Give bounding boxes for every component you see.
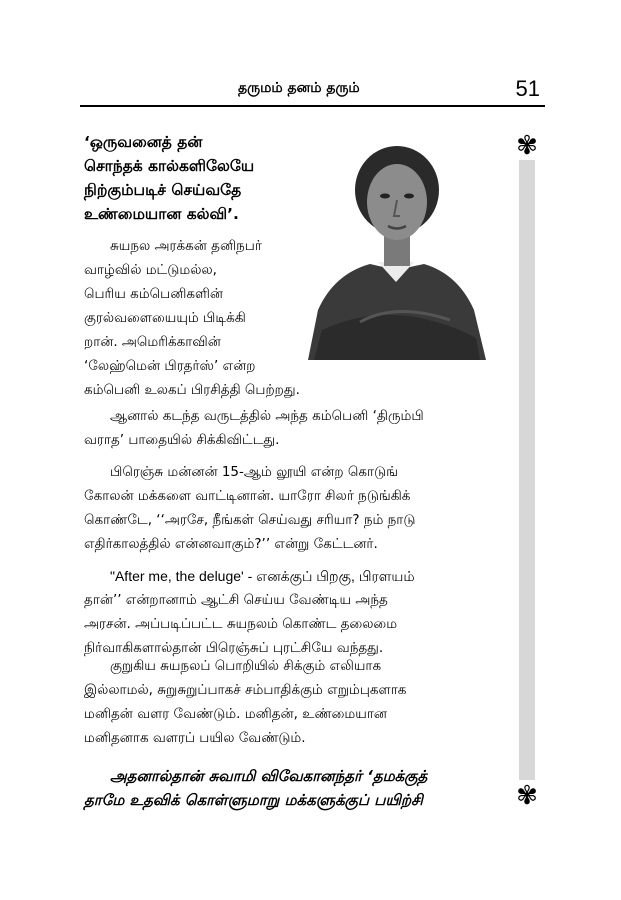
text-line: மனிதன் வளர வேண்டும். மனிதன், உண்மையான	[84, 706, 387, 722]
body-paragraph	[84, 564, 514, 660]
text-line: றான். அமெரிக்காவின்	[84, 334, 221, 350]
margin-decoration-bar	[519, 160, 535, 780]
body-paragraph	[84, 654, 514, 750]
text-line: எதிர்காலத்தில் என்னவாகும்?’’ என்று கேட்டனர்.	[84, 536, 378, 552]
body-paragraph	[84, 404, 514, 452]
flower-ornament-icon: ✾	[516, 781, 538, 811]
text-line: அரசன். அப்படிப்பட்ட சுயநலம் கொண்ட தலைமை	[84, 616, 398, 632]
text-line: தான்’’ என்றானாம் ஆட்சி செய்ய வேண்டிய அந்த	[84, 592, 388, 608]
text-line: குரல்வளையையும் பிடிக்கி	[84, 310, 246, 326]
text-line: ஆனால் கடந்த வருடத்தில் அந்த கம்பெனி ‘திரும்பி	[110, 408, 424, 424]
running-title: தருமம் தனம் தரும்	[238, 80, 360, 96]
text-line: ‘லேஹ்மென் பிரதர்ஸ்’ என்ற	[84, 358, 256, 374]
wrapped-paragraph	[84, 234, 296, 378]
text-line: மனிதனாக வளரப் பயில வேண்டும்.	[84, 730, 306, 746]
text-line: வராத’ பாதையில் சிக்கிவிட்டது.	[84, 432, 280, 448]
text-line: சுயநல அரக்கன் தனிநபர்	[110, 238, 262, 254]
text-line: பெரிய கம்பெனிகளின்	[84, 286, 223, 302]
text-line: அதனால்தான் சுவாமி விவேகானந்தர் ‘தமக்குத்	[110, 767, 428, 785]
text-line: இல்லாமல், சுறுசுறுப்பாகச் சம்பாதிக்கும் எறும்புகளாக	[84, 682, 407, 698]
text-line: கோலன் மக்களை வாட்டினான். யாரோ சிலர் நடுங்கிக்	[84, 488, 411, 504]
text-line: கொண்டே, ‘‘அரசே, நீங்கள் செய்வது சரியா? நம் நாடு	[84, 512, 416, 528]
quote-line: சொந்தக் கால்களிலேயே	[84, 157, 255, 175]
text-line: கம்பெனி உலகப் பிரசித்தி பெற்றது.	[84, 382, 300, 398]
text-line: குறுகிய சுயநலப் பொறியில் சிக்கும் எலியாக	[110, 658, 382, 674]
highlighted-quote	[84, 130, 296, 226]
flower-ornament-icon: ✾	[516, 131, 538, 161]
text-line: "After me, the deluge' - எனக்குப் பிறகு, பிரளயம்	[110, 568, 415, 584]
text-line: வாழ்வில் மட்டுமல்ல,	[84, 262, 217, 278]
page-number: 51	[515, 76, 540, 101]
portrait-photo	[300, 132, 490, 360]
text-line: தாமே உதவிக் கொள்ளுமாறு மக்களுக்குப் பயிற்சி	[84, 791, 423, 809]
quote-line: ‘ஒருவனைத் தன்	[84, 133, 203, 151]
quote-line: நிற்கும்படிச் செய்வதே	[84, 181, 242, 199]
header-rule	[80, 105, 545, 107]
body-paragraph	[84, 460, 514, 556]
body-paragraph	[84, 764, 514, 812]
quote-line: உண்மையான கல்வி’.	[84, 205, 239, 223]
portrait-illustration	[300, 132, 490, 360]
text-line: நிர்வாகிகளால்தான் பிரெஞ்சுப் புரட்சியே வந்தது.	[84, 640, 384, 656]
text-line: பிரெஞ்சு மன்னன் 15-ஆம் லூயி என்ற கொடுங்	[110, 464, 398, 480]
